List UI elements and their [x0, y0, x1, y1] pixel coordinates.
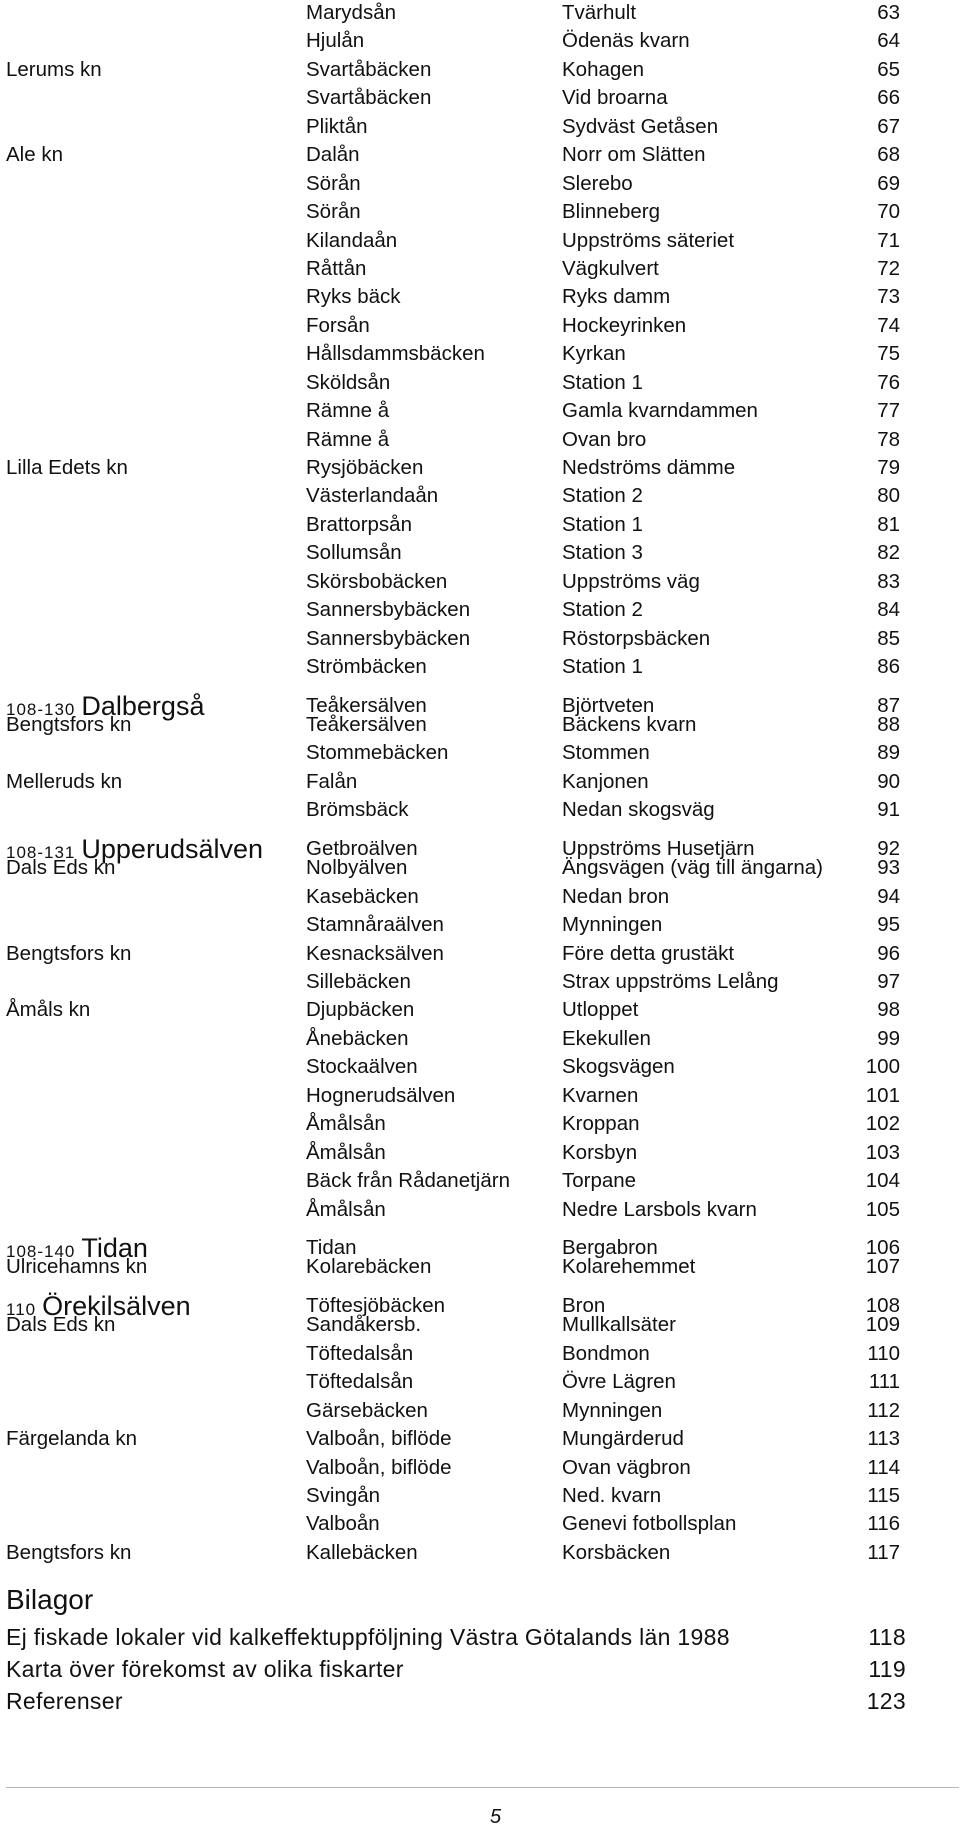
page-ref: 70: [877, 200, 900, 224]
toc-row: [0, 1540, 960, 1568]
watercourse: Stockaälven: [306, 1055, 418, 1079]
page-ref: 68: [877, 143, 900, 167]
page-ref: 83: [877, 569, 900, 593]
site-name: Korsbyn: [562, 1140, 638, 1164]
watercourse: Sannersbybäcken: [306, 626, 471, 650]
basin-code: 110: [6, 1299, 37, 1319]
toc-row: [0, 1026, 960, 1054]
watercourse: Marydsån: [306, 1, 397, 24]
site-name: Bäckens kvarn: [562, 713, 697, 736]
page-ref: 81: [877, 512, 900, 536]
watercourse: Ånebäcken: [306, 1026, 409, 1050]
watercourse: Forsån: [306, 313, 370, 337]
page-ref: 114: [867, 1455, 900, 1479]
toc-row: [0, 455, 960, 483]
toc-row: [0, 597, 960, 625]
toc-row: [0, 1283, 960, 1321]
site-name: Korsbäcken: [562, 1540, 671, 1564]
toc-row: [0, 797, 960, 825]
site-name: Nedströms dämme: [562, 456, 736, 479]
toc-row: [0, 997, 960, 1025]
site-name: Kyrkan: [562, 342, 626, 366]
site-name: Kolarehemmet: [562, 1255, 696, 1279]
toc-row: [0, 427, 960, 455]
page-ref: 63: [877, 1, 900, 24]
page-ref: 86: [877, 655, 900, 679]
basin-code: 108-131: [6, 842, 76, 862]
toc-row: [0, 85, 960, 113]
watercourse: Tidan: [306, 1235, 357, 1259]
municipality: Bengtsfors kn: [6, 1540, 132, 1564]
site-name: Mynningen: [562, 1398, 663, 1422]
watercourse: Töftesjöbäcken: [306, 1293, 446, 1317]
municipality: Lerums kn: [6, 57, 102, 81]
watercourse: Rämne å: [306, 399, 390, 423]
page-ref: 98: [877, 998, 900, 1022]
toc-row: [0, 284, 960, 312]
site-name: Ovan bro: [562, 427, 647, 451]
page-ref: 75: [877, 342, 900, 366]
watercourse: Rämne å: [306, 427, 390, 451]
site-name: Blinneberg: [562, 200, 661, 224]
appendix-item-title: Ej fiskade lokaler vid kalkeffektuppföljning Västra Götalands län 1988: [6, 1624, 730, 1650]
page-ref: 111: [868, 1370, 900, 1394]
site-name: Björtveten: [562, 693, 655, 717]
watercourse: Svartåbäcken: [306, 57, 432, 81]
toc-row: [0, 1197, 960, 1225]
toc-row: [0, 313, 960, 341]
toc-row: [0, 199, 960, 227]
page-ref: 82: [877, 541, 900, 565]
site-name: Mynningen: [562, 913, 663, 937]
watercourse: Töftedalsån: [306, 1370, 414, 1394]
site-name: Ned. kvarn: [562, 1484, 662, 1507]
appendix-item-title: Karta över förekomst av olika fiskarter: [6, 1656, 404, 1682]
site-name: Bron: [562, 1293, 606, 1317]
toc-row: [0, 1254, 960, 1282]
watercourse: Valboån, biflöde: [306, 1427, 452, 1451]
toc-row: [0, 256, 960, 284]
page-ref: 85: [877, 626, 900, 650]
site-name: Station 1: [562, 512, 643, 536]
watercourse: Brömsbäck: [306, 798, 409, 822]
page-ref: 84: [877, 598, 900, 622]
site-name: Station 2: [562, 598, 643, 622]
site-name: Kohagen: [562, 57, 645, 81]
page-ref: 105: [865, 1197, 900, 1221]
municipality: Färgelanda kn: [6, 1427, 138, 1451]
watercourse: Sköldsån: [306, 370, 391, 394]
watercourse: Sandåkersb.: [306, 1313, 422, 1337]
watercourse: Teåkersälven: [306, 693, 427, 717]
site-name: Kvarnen: [562, 1083, 639, 1107]
toc-row: [0, 1398, 960, 1426]
page-ref: 109: [865, 1313, 900, 1337]
site-name: Kroppan: [562, 1112, 640, 1136]
toc-row: [0, 1083, 960, 1111]
page-ref: 102: [865, 1112, 900, 1136]
toc-row: [0, 1341, 960, 1369]
toc-row: [0, 398, 960, 426]
toc-row: [0, 569, 960, 597]
watercourse: Skörsbobäcken: [306, 569, 448, 593]
site-name: Nedre Larsbols kvarn: [562, 1197, 757, 1221]
municipality: Lilla Edets kn: [6, 456, 128, 479]
watercourse: Getbroälven: [306, 836, 418, 860]
page-ref: 78: [877, 427, 900, 451]
toc-row: [0, 912, 960, 940]
watercourse: Kilandaån: [306, 228, 398, 252]
toc-row: [0, 1225, 960, 1263]
basin-name: Örekilsälven: [42, 1290, 191, 1321]
watercourse: Stamnåraälven: [306, 913, 444, 937]
page-ref: 73: [877, 285, 900, 309]
page-ref: 80: [877, 484, 900, 508]
toc-row: [0, 740, 960, 768]
page-ref: 112: [867, 1398, 900, 1422]
watercourse: Stommebäcken: [306, 741, 449, 765]
watercourse: Sannersbybäcken: [306, 598, 471, 622]
basin-name: Dalbergså: [81, 690, 205, 721]
watercourse: Kasebäcken: [306, 884, 419, 908]
toc-row: [0, 28, 960, 56]
page-ref: 88: [877, 713, 900, 736]
municipality: Melleruds kn: [6, 769, 123, 793]
site-name: Strax uppströms Lelång: [562, 970, 779, 993]
page-ref: 64: [877, 29, 900, 53]
page-ref: 67: [877, 114, 900, 138]
watercourse: Kolarebäcken: [306, 1255, 432, 1279]
site-name: Ödenäs kvarn: [562, 29, 690, 53]
watercourse: Sörån: [306, 200, 361, 224]
watercourse: Sillebäcken: [306, 970, 411, 993]
site-name: Mullkallsäter: [562, 1313, 676, 1337]
site-name: Vägkulvert: [562, 256, 659, 280]
site-name: Gamla kvarndammen: [562, 399, 758, 423]
page-ref: 106: [865, 1235, 900, 1259]
page-ref: 113: [867, 1427, 900, 1451]
site-name: Skogsvägen: [562, 1055, 675, 1079]
page-ref: 97: [877, 970, 900, 993]
page-ref: 69: [877, 171, 900, 195]
toc-row: [0, 540, 960, 568]
page-ref: 94: [877, 884, 900, 908]
watercourse: Råttån: [306, 256, 367, 280]
watercourse: Nolbyälven: [306, 856, 408, 880]
page-ref: 79: [877, 456, 900, 479]
watercourse: Ryks bäck: [306, 285, 401, 309]
toc-row: [0, 341, 960, 369]
toc-row: [0, 1369, 960, 1397]
page-ref: 71: [877, 228, 900, 252]
toc-row: [0, 1312, 960, 1340]
page-ref: 72: [877, 256, 900, 280]
page-ref: 91: [877, 798, 900, 822]
watercourse: Åmålsån: [306, 1140, 386, 1164]
watercourse: Pliktån: [306, 114, 368, 138]
toc-row: [0, 884, 960, 912]
site-name: Röstorpsbäcken: [562, 626, 711, 650]
watercourse: Valboån, biflöde: [306, 1455, 452, 1479]
watercourse: Dalån: [306, 143, 360, 167]
site-name: Stommen: [562, 741, 650, 765]
watercourse: Sollumsån: [306, 541, 402, 565]
watercourse: Brattorpsån: [306, 512, 412, 536]
site-name: Station 1: [562, 370, 643, 394]
watercourse: Hognerudsälven: [306, 1083, 456, 1107]
watercourse: Kesnacksälven: [306, 941, 444, 965]
toc-row: [0, 228, 960, 256]
site-name: Sydväst Getåsen: [562, 114, 719, 138]
page-ref: 76: [877, 370, 900, 394]
municipality: Ale kn: [6, 143, 63, 167]
site-name: Kanjonen: [562, 769, 649, 793]
page-ref: 77: [877, 399, 900, 423]
toc-row: [0, 1140, 960, 1168]
watercourse: Teåkersälven: [306, 713, 427, 736]
appendix-item-title: Referenser: [6, 1688, 123, 1714]
page-ref: 92: [877, 836, 900, 860]
page-number: 5: [490, 1806, 502, 1828]
site-name: Nedan bron: [562, 884, 670, 908]
page-ref: 66: [877, 86, 900, 110]
watercourse: Hållsdammsbäcken: [306, 342, 485, 366]
site-name: Ovan vägbron: [562, 1455, 691, 1479]
municipality: Dals Eds kn: [6, 856, 116, 880]
municipality: Ulricehamns kn: [6, 1255, 148, 1279]
site-name: Övre Lägren: [562, 1370, 676, 1394]
page-ref: 116: [867, 1512, 900, 1536]
toc-row: [0, 769, 960, 797]
toc-row: [0, 969, 960, 997]
watercourse: Sörån: [306, 171, 361, 195]
municipality: Bengtsfors kn: [6, 713, 132, 736]
page-ref: 100: [865, 1055, 900, 1079]
page-ref: 108: [865, 1293, 900, 1317]
toc-row: [0, 1455, 960, 1483]
watercourse: Hjulån: [306, 29, 365, 53]
toc-row: [0, 0, 960, 28]
site-name: Uppströms Husetjärn: [562, 836, 755, 860]
toc-row: [0, 941, 960, 969]
site-name: Uppströms väg: [562, 569, 700, 593]
site-name: Nedan skogsväg: [562, 798, 715, 822]
toc-row: [0, 855, 960, 883]
watercourse: Gärsebäcken: [306, 1398, 428, 1422]
site-name: Bondmon: [562, 1341, 650, 1365]
toc-row: [0, 683, 960, 721]
toc-row: [0, 512, 960, 540]
toc-row: [0, 1168, 960, 1196]
basin-code: 108-140: [6, 1241, 76, 1261]
toc-row: [0, 654, 960, 682]
toc-row: [0, 142, 960, 170]
watercourse: Åmålsån: [306, 1197, 386, 1221]
toc-row: [0, 826, 960, 864]
site-name: Utloppet: [562, 998, 639, 1022]
municipality: Bengtsfors kn: [6, 941, 132, 965]
page-ref: 107: [865, 1255, 900, 1279]
watercourse: Falån: [306, 769, 358, 793]
site-name: Uppströms säteriet: [562, 228, 735, 252]
appendix-item-page: 118: [868, 1624, 906, 1650]
toc-row: [0, 626, 960, 654]
site-name: Tvärhult: [562, 1, 637, 24]
toc-row: [0, 1111, 960, 1139]
site-name: Station 1: [562, 655, 643, 679]
toc-row: [0, 1483, 960, 1511]
watercourse: Töftedalsån: [306, 1341, 414, 1365]
watercourse: Svingån: [306, 1484, 381, 1507]
page-ref: 87: [877, 693, 900, 717]
watercourse: Västerlandaån: [306, 484, 439, 508]
page-ref: 96: [877, 941, 900, 965]
site-name: Norr om Slätten: [562, 143, 706, 167]
watercourse: Bäck från Rådanetjärn: [306, 1169, 510, 1193]
watercourse: Rysjöbäcken: [306, 456, 424, 479]
page-ref: 99: [877, 1026, 900, 1050]
toc-row: [0, 483, 960, 511]
basin-name: Upperudsälven: [81, 833, 264, 864]
site-name: Ryks damm: [562, 285, 671, 309]
watercourse: Valboån: [306, 1512, 380, 1536]
municipality: Åmåls kn: [6, 998, 91, 1022]
page-ref: 93: [877, 856, 900, 880]
basin-code: 108-130: [6, 699, 76, 719]
basin-name: Tidan: [81, 1232, 148, 1263]
site-name: Station 3: [562, 541, 643, 565]
page-ref: 103: [865, 1140, 900, 1164]
appendix-item-page: 123: [866, 1688, 906, 1714]
site-name: Hockeyrinken: [562, 313, 687, 337]
appendix-item-page: 119: [868, 1656, 906, 1682]
toc-row: [0, 57, 960, 85]
site-name: Genevi fotbollsplan: [562, 1512, 737, 1536]
page-ref: 89: [877, 741, 900, 765]
site-name: Vid broarna: [562, 86, 668, 110]
footer-divider: [6, 1787, 959, 1788]
toc-row: [0, 1054, 960, 1082]
page-ref: 90: [877, 769, 900, 793]
toc-row: [0, 712, 960, 740]
site-name: Ekekullen: [562, 1026, 651, 1050]
toc-row: [0, 114, 960, 142]
page-ref: 74: [877, 313, 900, 337]
toc-row: [0, 1511, 960, 1539]
watercourse: Strömbäcken: [306, 655, 427, 679]
watercourse: Djupbäcken: [306, 998, 415, 1022]
page-ref: 101: [865, 1083, 900, 1107]
site-name: Ängsvägen (väg till ängarna): [562, 856, 823, 880]
site-name: Före detta grustäkt: [562, 941, 735, 965]
appendix-heading: Bilagor: [6, 1584, 94, 1615]
toc-row: [0, 1426, 960, 1454]
watercourse: Åmålsån: [306, 1112, 386, 1136]
watercourse: Kallebäcken: [306, 1540, 418, 1564]
page-ref: 110: [867, 1341, 900, 1365]
site-name: Slerebo: [562, 171, 633, 195]
page-ref: 104: [865, 1169, 900, 1193]
site-name: Station 2: [562, 484, 643, 508]
toc-row: [0, 171, 960, 199]
toc-row: [0, 370, 960, 398]
municipality: Dals Eds kn: [6, 1313, 116, 1337]
page-ref: 117: [867, 1540, 900, 1564]
site-name: Torpane: [562, 1169, 637, 1193]
site-name: Bergabron: [562, 1235, 658, 1259]
page-ref: 115: [867, 1484, 900, 1507]
site-name: Mungärderud: [562, 1427, 684, 1451]
watercourse: Svartåbäcken: [306, 86, 432, 110]
page-ref: 95: [877, 913, 900, 937]
page-ref: 65: [877, 57, 900, 81]
